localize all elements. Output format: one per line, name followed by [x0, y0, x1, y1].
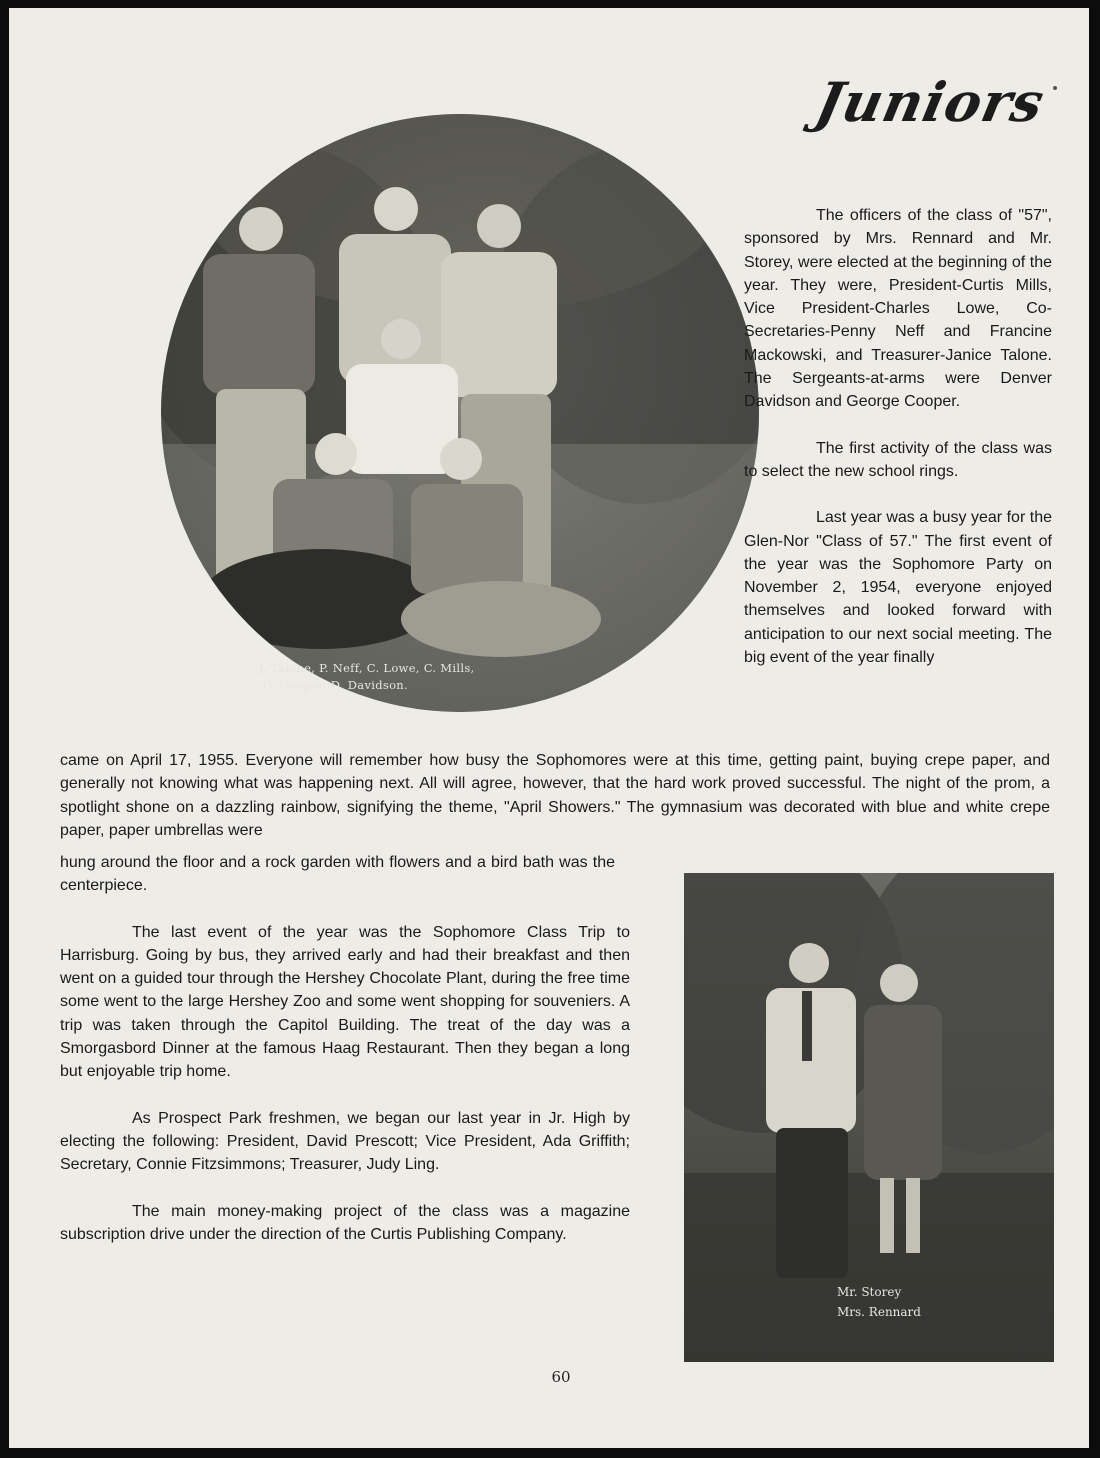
sponsors-caption-line2: Mrs. Rennard	[837, 1305, 921, 1319]
left-column-text	[60, 851, 630, 1269]
class-officers-caption-line2: G. Cooper, D. Davidson.	[263, 678, 408, 692]
officers-paragraph: The officers of the class of "57", sponsored by Mrs. Rennard and Mr. Storey, were elected at the beginning of the year. They were, President-Curtis Mills, Vice President-Charles Lowe, Co-Secretaries-Penny Neff and Francine Mackowski, and Treasurer-Janice Talone. The Sergeants-at-arms were Denver Davidson and George Cooper.	[744, 207, 1052, 411]
class-officers-caption-line1: J. Talone, P. Neff, C. Lowe, C. Mills,	[259, 661, 475, 675]
class-trip-paragraph: The last event of the year was the Sophomore Class Trip to Harrisburg. Going by bus, they arrived early and had their breakfast and then went on a guided tour through the Hershey Chocolate Plant, during the free time some went to the large Hershey Zoo and some went shopping for souveniers. A trip was taken through the Capitol Building. The treat of the day was a Smorgasbord Dinner at the famous Haag Restaurant. Then they began a long but enjoyable trip home.	[60, 923, 630, 1081]
page-number: 60	[551, 1368, 571, 1386]
class-officers-photo-art	[161, 114, 759, 712]
sponsors-caption-line1: Mr. Storey	[837, 1285, 902, 1299]
class-officers-photo	[161, 114, 759, 712]
freshmen-paragraph: As Prospect Park freshmen, we began our last year in Jr. High by electing the following: President, David Prescott; Vice President, Ada Griffith; Secretary, Connie Fitzsimmons; Treasurer, Judy Ling.	[60, 1109, 630, 1174]
class-officers-caption	[259, 660, 579, 694]
right-column-text	[744, 204, 1052, 669]
full-width-text: came on April 17, 1955. Everyone will remember how busy the Sophomores were at this time, getting paint, buying crepe paper, and generally not knowing what was happening next. All will agree, however, that the hard work proved successful. The night of the prom, a spotlight shone on a dazzling rainbow, signifying the theme, "April Showers." The gymnasium was decorated with blue and white crepe paper, paper umbrellas were	[60, 752, 1050, 839]
money-project-paragraph: The main money-making project of the class was a magazine subscription drive under the direction of the Curtis Publishing Company.	[60, 1202, 630, 1243]
ink-speck	[1053, 86, 1057, 90]
sponsors-caption	[837, 1282, 1017, 1322]
busy-year-end-paragraph: hung around the floor and a rock garden with flowers and a bird bath was the centerpiece.	[60, 854, 615, 895]
busy-year-paragraph: Last year was a busy year for the Glen-Nor "Class of 57." The first event of the year was the Sophomore Party on November 2, 1954, everyone enjoyed themselves and looked forward with anticipation to our next social meeting. The big event of the year finally	[744, 509, 1052, 667]
page-heading: Juniors	[810, 70, 1051, 134]
rings-paragraph: The first activity of the class was to select the new school rings.	[744, 439, 1052, 480]
yearbook-page	[9, 8, 1089, 1448]
